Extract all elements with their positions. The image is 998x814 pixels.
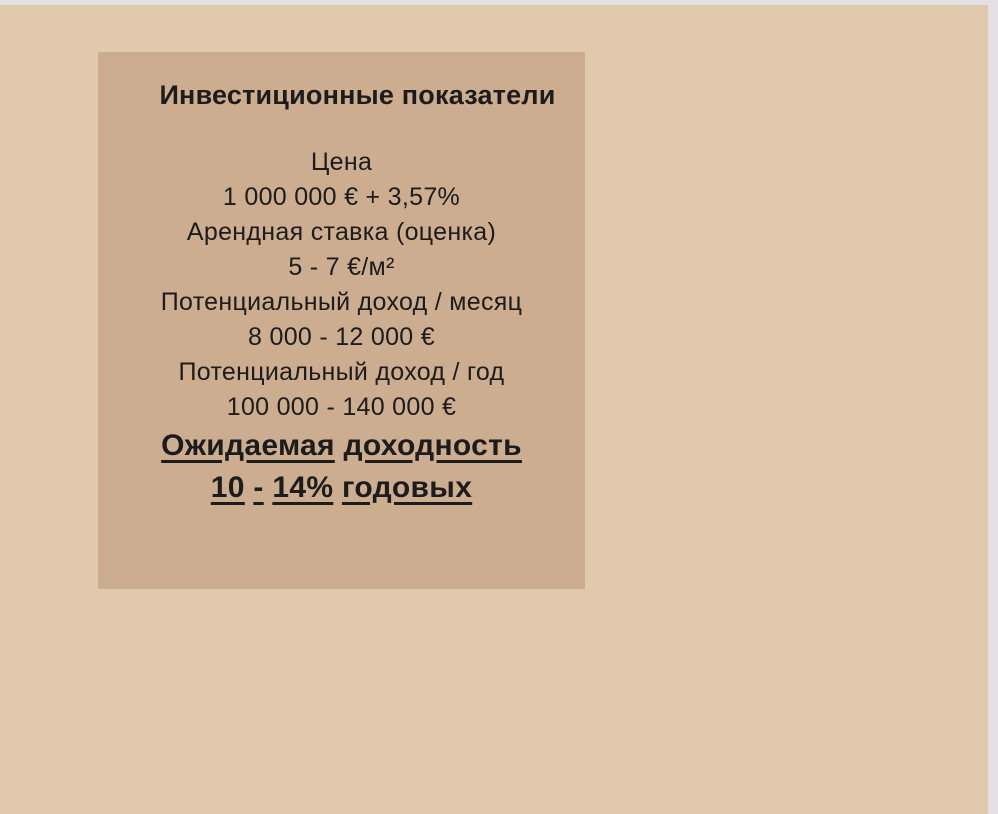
metric-value-price: 1 000 000 € + 3,57% [222,183,461,211]
card-title: Инвестиционные показатели [159,80,556,110]
metric-value-income-month: 8 000 - 12 000 € [248,323,435,351]
expected-yield-value: 10 - 14% годовых [210,471,473,504]
metric-label-income-year: Потенциальный доход / год [178,358,505,386]
metric-label-price: Цена [310,148,373,176]
metric-label-rent-rate: Арендная ставка (оценка) [186,218,497,246]
metric-value-rent-rate: 5 - 7 €/м² [288,253,395,281]
window-right-edge [988,0,998,814]
expected-yield-block [98,425,585,509]
investment-metrics-card [98,52,585,589]
metric-value-income-year: 100 000 - 140 000 € [226,393,457,421]
slide-background [0,5,988,814]
metric-label-income-month: Потенциальный доход / месяц [160,288,523,316]
window-top-edge [0,0,998,5]
metrics-list [98,145,585,425]
expected-yield-title: Ожидаемая доходность [161,429,522,462]
